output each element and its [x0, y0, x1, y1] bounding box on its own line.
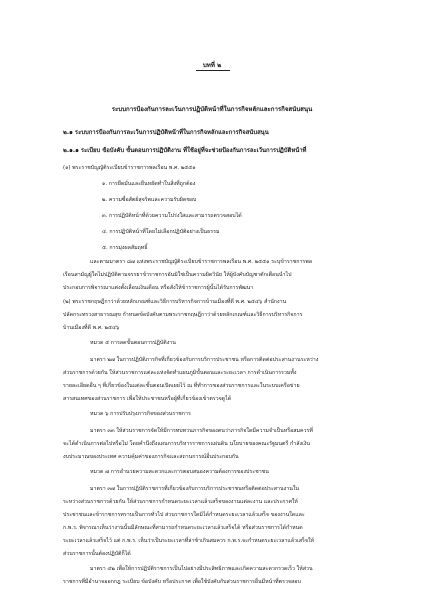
list-item: ๔. การปฏิบัติหน้าที่โดยไม่เลือกปฏิบัติอย่างเป็นธรรม: [102, 229, 220, 235]
body-line: มาตรา ๓๗ ในการปฏิบัติราชการที่เกี่ยวข้องกับการบริการประชาชนหรือติดต่อประสานงานใน: [90, 486, 300, 492]
list-item: ๑. การยึดมั่นและยืนหยัดทำในสิ่งที่ถูกต้อง: [102, 181, 196, 187]
list-item: ๒. ความซื่อสัตย์สุจริตและความรับผิดชอบ: [102, 197, 197, 203]
body-line: รายละเอียดอื่น ๆ ที่เกี่ยวข้องในแต่ละขั้นตอนเปิดเผยไว้ ณ ที่ทำการของส่วนราชการและในระบบเครือข่าย: [63, 383, 300, 389]
section-heading-2-1: ๒.๑ ระบบการป้องกันการละเว้นการปฏิบัติหน้าที่ในการกิจหลักและการกิจสนับสนุน: [63, 130, 269, 136]
body-line: บ้านเมืองที่ดี พ.ศ. ๒๕๔๖: [63, 325, 120, 331]
chapter-heading: บทที่ ๒: [202, 62, 222, 69]
body-line: จะได้ดำเนินการต่อไปหรือไม่ โดยคำนึงถึงแผนการบริหารราชการแผ่นดิน นโยบายของคณะรัฐมนตรี กำลังเงิน: [63, 441, 311, 447]
body-line: (๒) พระราชกฤษฎีกาว่าด้วยหลักเกณฑ์และวิธีการบริหารกิจการบ้านเมืองที่ดี พ.ศ. ๒๕๔๖ สำนักงาน: [63, 299, 287, 305]
body-line: ส่วนราชการด้วยกัน ให้ส่วนราชการแต่ละแห่งจัดทำแผนภูมิขั้นตอนและระยะเวลา การดำเนินการรวมทั้ง: [63, 370, 297, 376]
body-line: มาตรา ๓๓ ให้ส่วนราชการจัดให้มีการทบทวนภารกิจของตนว่าภารกิจใดมีความจำเป็นหรือสมควรที่: [90, 428, 313, 434]
list-item: ๕. การมุ่งผลสัมฤทธิ์: [102, 245, 148, 251]
body-line: ระยะเวลาแล้วเสร็จไว้ แต่ ก.พ.ร. เห็นว่าเป็นระยะเวลาที่ล่าช้าเกินสมควร ก.พ.ร.จะกำหนดระยะเวลาแล้วเสร็จให้: [63, 538, 315, 544]
chapter-underline: [196, 70, 230, 71]
body-line: (๑) พระราชบัญญัติระเบียบข้าราชการพลเรือน พ.ศ. ๒๕๕๑: [63, 165, 196, 171]
body-line: และตามมาตรา ๘๗ แห่งพระราชบัญญัติระเบียบข้าราชการพลเรือน พ.ศ. ๒๕๕๑ ระบุข้าราชการพล: [90, 259, 313, 265]
body-line: มาตรา ๒๗ ในการปฏิบัติภารกิจที่เกี่ยวข้องกับการบริการประชาชน หรือการติดต่อประสานงานระหว่าง: [90, 357, 319, 363]
list-item: ๓. การปฏิบัติหน้าที่ด้วยความโปร่งใสและสามารถตรวจสอบได้: [102, 213, 242, 219]
body-line: ส่วนราชการนั้นต้องปฏิบัติก็ได้: [63, 551, 131, 557]
body-line: ก.พ.ร. พิจารณาเห็นว่างานนั้นมีลักษณะที่สามารถกำหนดระยะเวลาแล้วเสร็จได้ หรือส่วนราชการได้กำหนด: [63, 525, 303, 531]
body-line: งบประมาณของประเทศ ความคุ้มค่าของภารกิจและสถานการณ์อื่นประกอบกัน: [63, 454, 239, 460]
body-line: สารสนเทศของส่วนราชการ เพื่อให้ประชาชนหรือผู้ที่เกี่ยวข้องเข้าตรวจดูได้: [63, 396, 232, 402]
section-heading-2-1-1: ๒.๑.๑ ระเบียบ ข้อบังคับ ขั้นตอนการปฏิบัติงาน ที่ใช้อยู่ที่จะช่วยป้องกันการละเว้นการปฏิบัติหน้าที่: [63, 148, 307, 154]
section-subheading: หมวด ๗ การอำนวยความสะดวกและการตอบสนองความต้องการของประชาชน: [90, 469, 269, 475]
chapter-title: ระบบการป้องกันการละเว้นการปฏิบัติหน้าที่ในการกิจหลักและการกิจสนับสนุน: [111, 106, 313, 113]
section-subheading: หมวด ๖ การปรับปรุงภารกิจของส่วนราชการ: [90, 411, 191, 417]
body-line: ประกอบการพิจารณาแต่งตั้งเลื่อนเงินเดือน หรือสั่งให้ข้าราชการผู้นั้นได้รับการพัฒนา: [63, 285, 254, 291]
body-line: ราชการที่มีอำนาจออกกฎ ระเบียบ ข้อบังคับ หรือประกาศ เพื่อใช้บังคับกับส่วนราชการอื่นมีหน้าที่ตรวจสอบ: [63, 579, 301, 585]
body-line: ปลัดกระทรวงสาธารณสุข กำหนดข้อบังคับตามพระราชกฤษฎีกาว่าด้วยหลักเกณฑ์และวิธีการบริหารกิจการ: [63, 312, 303, 318]
body-line: มาตรา ๔๒ เพื่อให้การปฏิบัติราชการเป็นไปอย่างมีประสิทธิภาพและเกิดความสะดวกรวดเร็ว ให้ส่วน: [90, 566, 313, 572]
body-line: ระหว่างส่วนราชการด้วยกัน ให้ส่วนราชการกำหนดระยะเวลาแล้วเสร็จของงานแต่ละงาน และประกาศให้: [63, 499, 298, 505]
body-line: เรือนสามัญผู้ใดไม่ปฏิบัติตามจรรยาข้าราชการอันมิใช่เป็นความผิดวินัย ให้ผู้บังคับบัญชาตักเตือนนำไป: [63, 272, 292, 278]
body-line: ประชาชนและข้าราชการทราบเป็นการทั่วไป ส่วนราชการใดมิได้กำหนดระยะเวลาแล้วเสร็จ ของงานใดและ: [63, 512, 305, 518]
section-subheading: หมวด ๕ การลดขั้นตอนการปฏิบัติงาน: [90, 340, 176, 346]
